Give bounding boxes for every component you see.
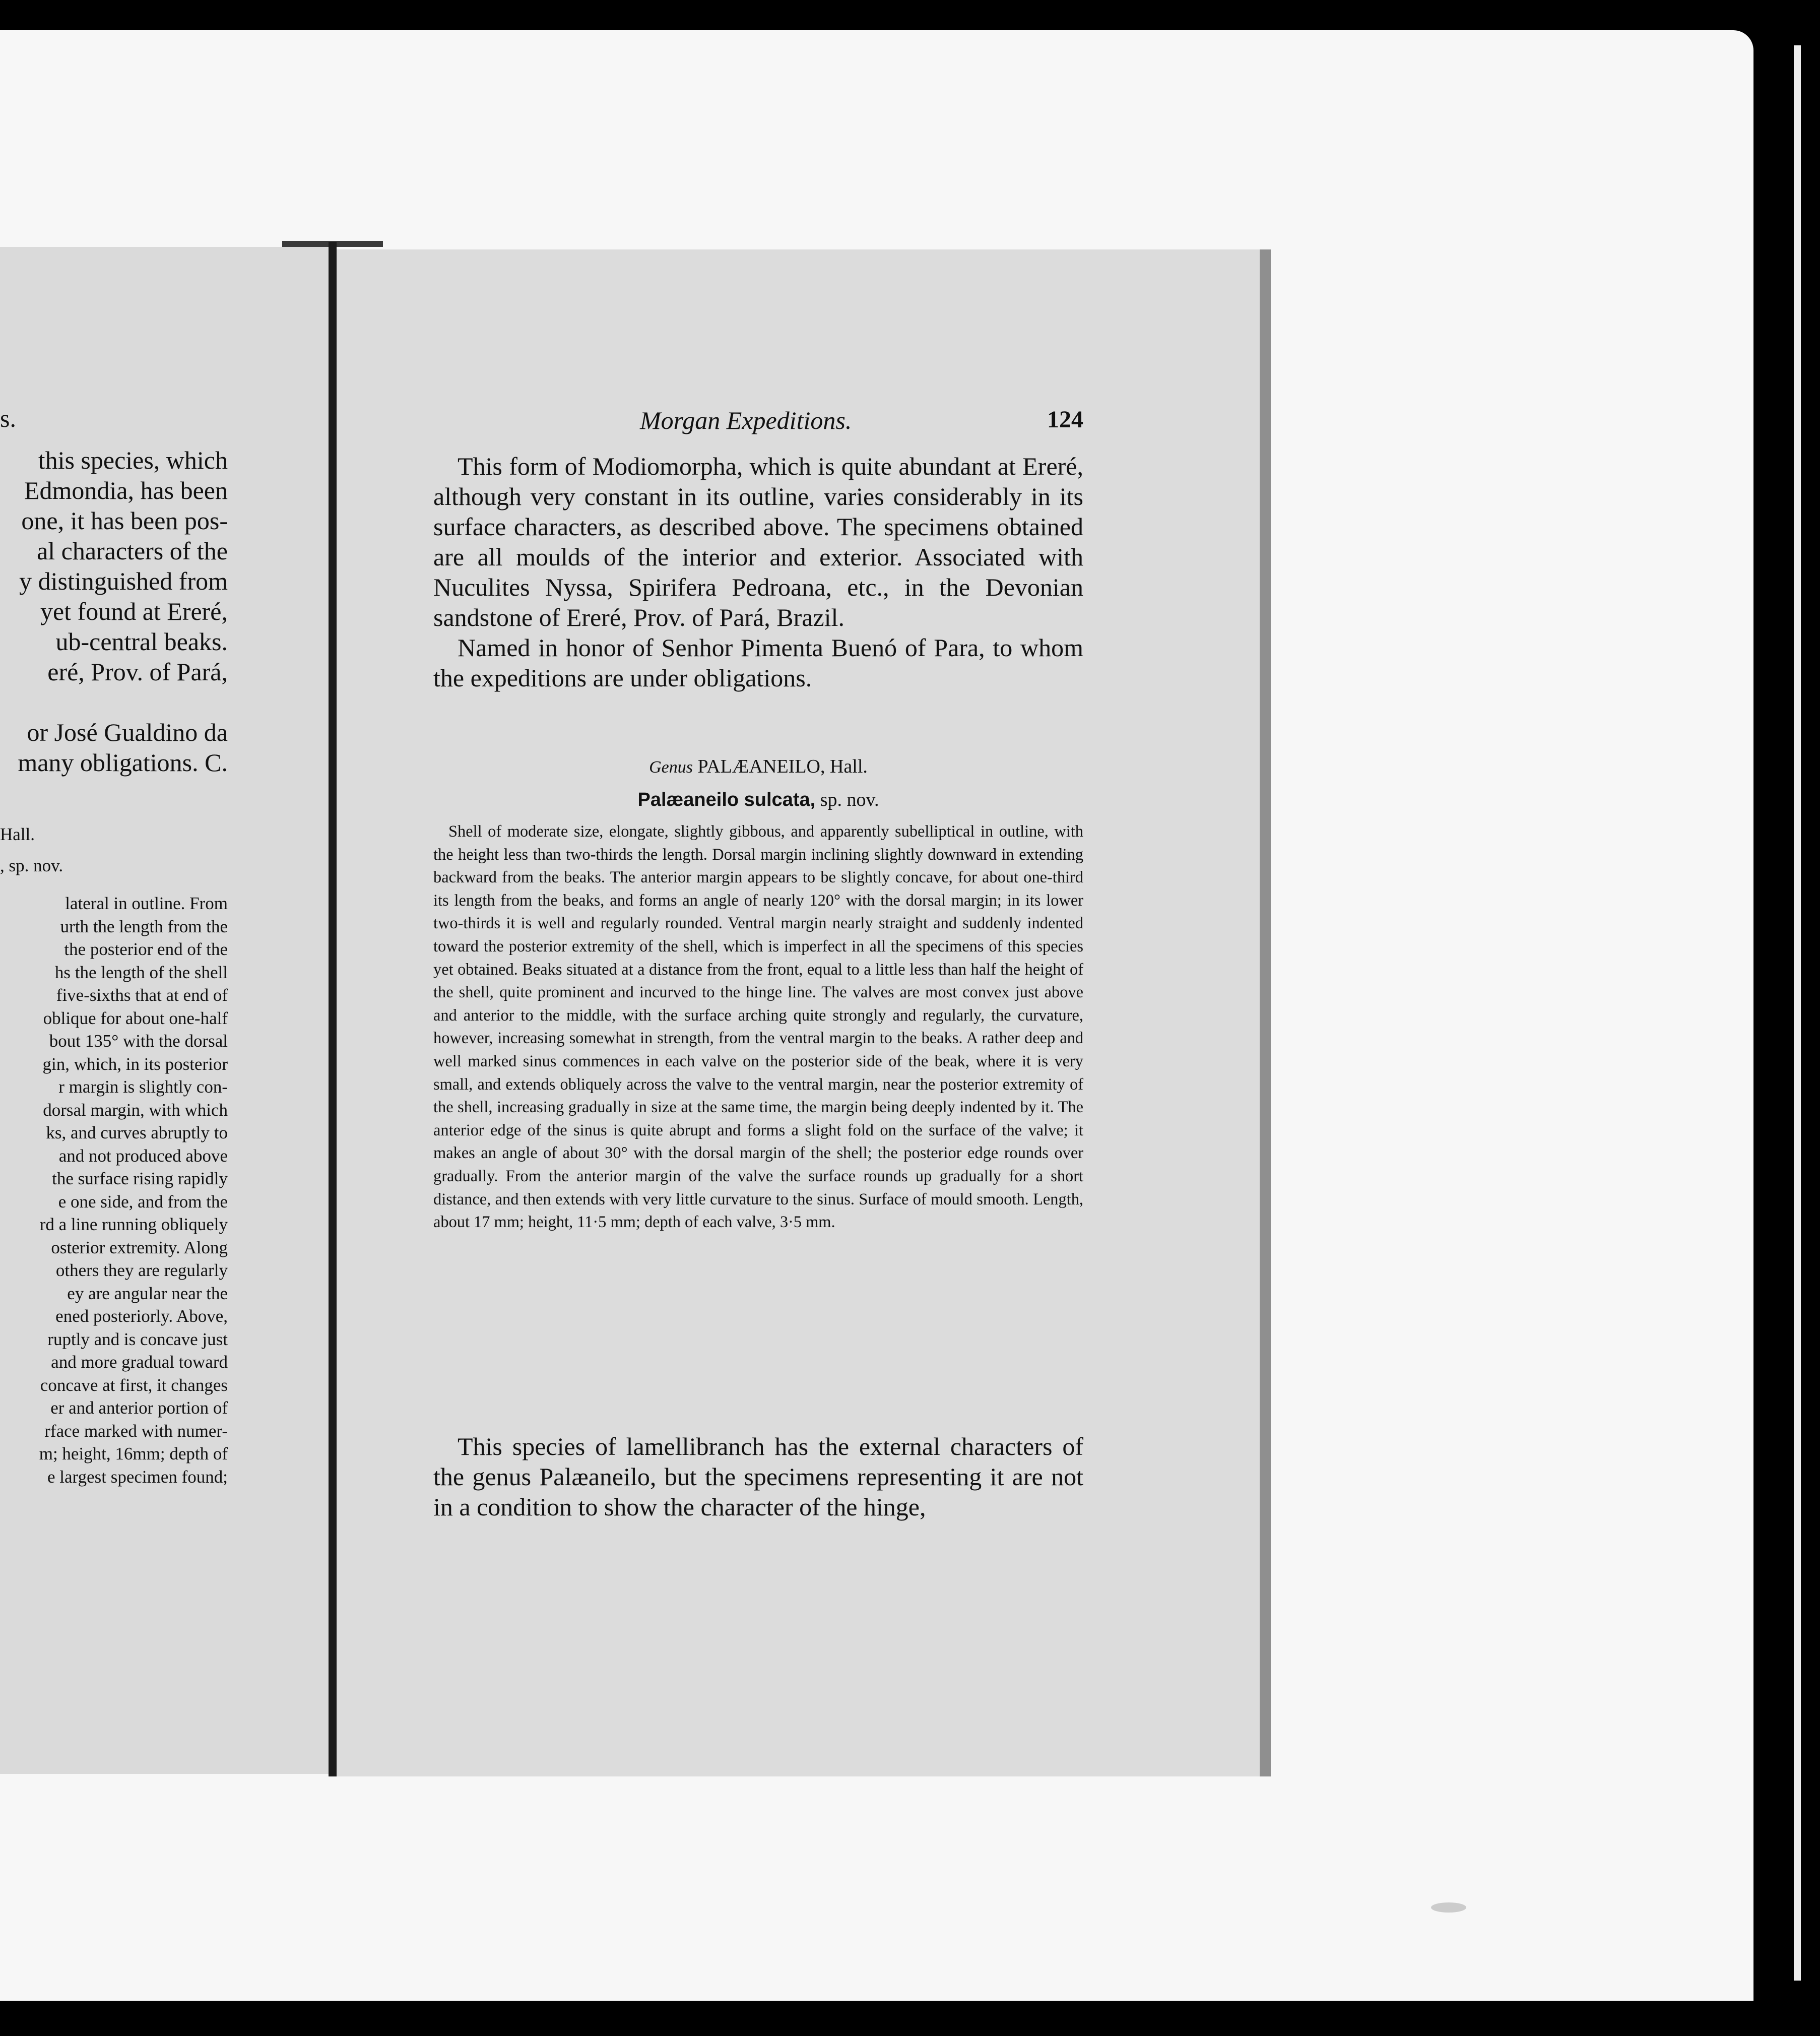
paragraph-modiomorpha <box>433 451 1083 693</box>
left-page-description-line: the surface rising rapidly <box>52 1169 228 1188</box>
left-page-description <box>0 892 329 1488</box>
page-edge-shadow <box>1260 249 1271 1776</box>
left-page-description-line: five-sixths that at end of <box>56 985 228 1005</box>
left-page-description-line: hs the length of the shell <box>54 962 228 982</box>
left-page-paragraph <box>0 445 329 778</box>
left-page-description-line: m; height, 16mm; depth of <box>39 1444 228 1464</box>
left-page-small-lines <box>0 892 329 1488</box>
left-page-hall-line: Hall. <box>0 824 35 844</box>
left-page-description-line: osterior extremity. Along <box>51 1237 228 1257</box>
scan-edge-line <box>1794 45 1801 1981</box>
species-description <box>433 820 1083 1234</box>
left-page-line: al characters of the <box>37 537 228 565</box>
left-page-description-line: e largest specimen found; <box>47 1467 228 1487</box>
genus-heading <box>433 754 1083 780</box>
left-page-description-line: and more gradual toward <box>51 1352 228 1372</box>
page-number: 124 <box>1047 406 1083 433</box>
left-page-description-line: er and anterior portion of <box>50 1398 228 1418</box>
description-text: Shell of moderate size, elongate, slightly gibbous, and apparently subelliptical in outline, with the height less than two-thirds the length. Dorsal margin inclining slightly downward in extending backward from the beaks. The anterior margin appears to be slightly concave, for about one-third its length from the beaks, and forms an angle of nearly 120° with the dorsal margin; in its lower two-thirds it is well and regularly rounded. Ventral margin nearly straight and suddenly indented toward the posterior extremity of the shell, which is imperfect in all the specimens of this species yet obtained. Beaks situated at a distance from the front, equal to a little less than half the height of the shell, quite prominent and incurved to the hinge line. The valves are most convex just above and anterior to the middle, with the surface arching quite strongly and regularly, the curvature, however, increasing somewhat in strength, from the ventral margin to the beaks. A rather deep and well marked sinus commences in each valve on the posterior side of the beak, where it is very small, and extends obliquely across the valve to the ventral margin, near the posterior extremity of the shell, increasing gradually in size at the same time, the margin being deeply indented by it. The anterior edge of the sinus is quite abrupt and forms a slight fold on the surface of the valve; it makes an angle of about 30° with the dorsal margin of the shell; the posterior edge rounds over gradually. From the anterior margin of the valve the surface rounds up gradually for a short distance, and then extends with very little curvature to the sinus. Surface of mould smooth. Length, about 17 mm; height, 11·5 mm; depth of each valve, 3·5 mm. <box>433 822 1083 1232</box>
left-page-hall <box>0 823 329 846</box>
left-page-line: one, it has been pos- <box>21 506 228 535</box>
left-page-description-line: ks, and curves abruptly to <box>46 1123 228 1142</box>
left-page-top-fragment: s. <box>0 404 16 432</box>
left-page-running-head <box>0 403 329 433</box>
left-page-description-line: the posterior end of the <box>64 939 228 959</box>
left-page-line <box>0 687 228 717</box>
running-title: Morgan Expeditions. <box>640 406 852 434</box>
left-page-description-line: concave at first, it changes <box>40 1375 228 1395</box>
left-page-description-line: bout 135° with the dorsal <box>49 1031 228 1051</box>
left-page-line: y distinguished from <box>19 567 228 595</box>
book-spine <box>329 242 337 1776</box>
scan-speck <box>1431 1902 1466 1913</box>
left-page-line: this species, which <box>38 446 228 474</box>
genus-label: Genus <box>649 758 693 777</box>
left-page-line: Edmondia, has been <box>24 476 228 504</box>
left-page-line: many obligations. C. <box>18 748 228 777</box>
left-page-description-line: rd a line running obliquely <box>39 1215 228 1234</box>
paragraph-3: This species of lamellibranch has the external characters of the genus Palæaneilo, but the specimens representing it are not in a condition to show the character of the hinge, <box>433 1432 1083 1521</box>
running-head <box>433 406 1083 436</box>
left-page-big-lines <box>0 445 329 778</box>
left-page-description-line: ey are angular near the <box>67 1283 228 1303</box>
left-page-line: or José Gualdino da <box>27 718 228 746</box>
left-page-sp <box>0 854 329 877</box>
left-page-description-line: e one side, and from the <box>58 1191 228 1212</box>
left-page-sp-line: , sp. nov. <box>0 856 63 875</box>
left-page-line: eré, Prov. of Pará, <box>47 658 228 686</box>
left-page-description-line: gin, which, in its posterior <box>42 1054 228 1074</box>
paragraph-2: Named in honor of Senhor Pimenta Buenó of Para, to whom the expeditions are under obligations. <box>433 633 1083 692</box>
species-name: Palæaneilo sulcata, <box>637 789 816 810</box>
left-page-description-line: oblique for about one-half <box>43 1008 228 1028</box>
left-page-description-line: rface marked with numer- <box>44 1421 228 1441</box>
left-page-description-line: urth the length from the <box>60 916 228 936</box>
left-page-description-line: r margin is slightly con- <box>58 1077 228 1097</box>
left-page-line: yet found at Ereré, <box>40 597 228 625</box>
left-page <box>0 247 332 1774</box>
species-heading <box>433 788 1083 812</box>
left-page-description-line: ruptly and is concave just <box>47 1329 228 1349</box>
species-suffix: sp. nov. <box>820 789 879 810</box>
left-page-description-line: lateral in outline. From <box>65 894 228 913</box>
left-page-description-line: ened posteriorly. Above, <box>55 1306 228 1326</box>
paragraph-1: This form of Modiomorpha, which is quite abundant at Ereré, although very constant in its outline, varies considerably in its surface characters, as described above. The specimens obtained are all moulds of the interior and exterior. Associated with Nuculites Nyssa, Spirifera Pedroana, etc., in the Devonian sandstone of Ereré, Prov. of Pará, Brazil. <box>433 452 1083 631</box>
genus-name: PALÆANEILO, Hall. <box>697 756 868 777</box>
paragraph-lamellibranch <box>433 1431 1083 1522</box>
left-page-description-line: and not produced above <box>58 1146 228 1166</box>
left-page-line: ub-central beaks. <box>55 627 228 656</box>
left-page-description-line: dorsal margin, with which <box>43 1100 228 1120</box>
left-page-description-line: others they are regularly <box>55 1260 228 1280</box>
